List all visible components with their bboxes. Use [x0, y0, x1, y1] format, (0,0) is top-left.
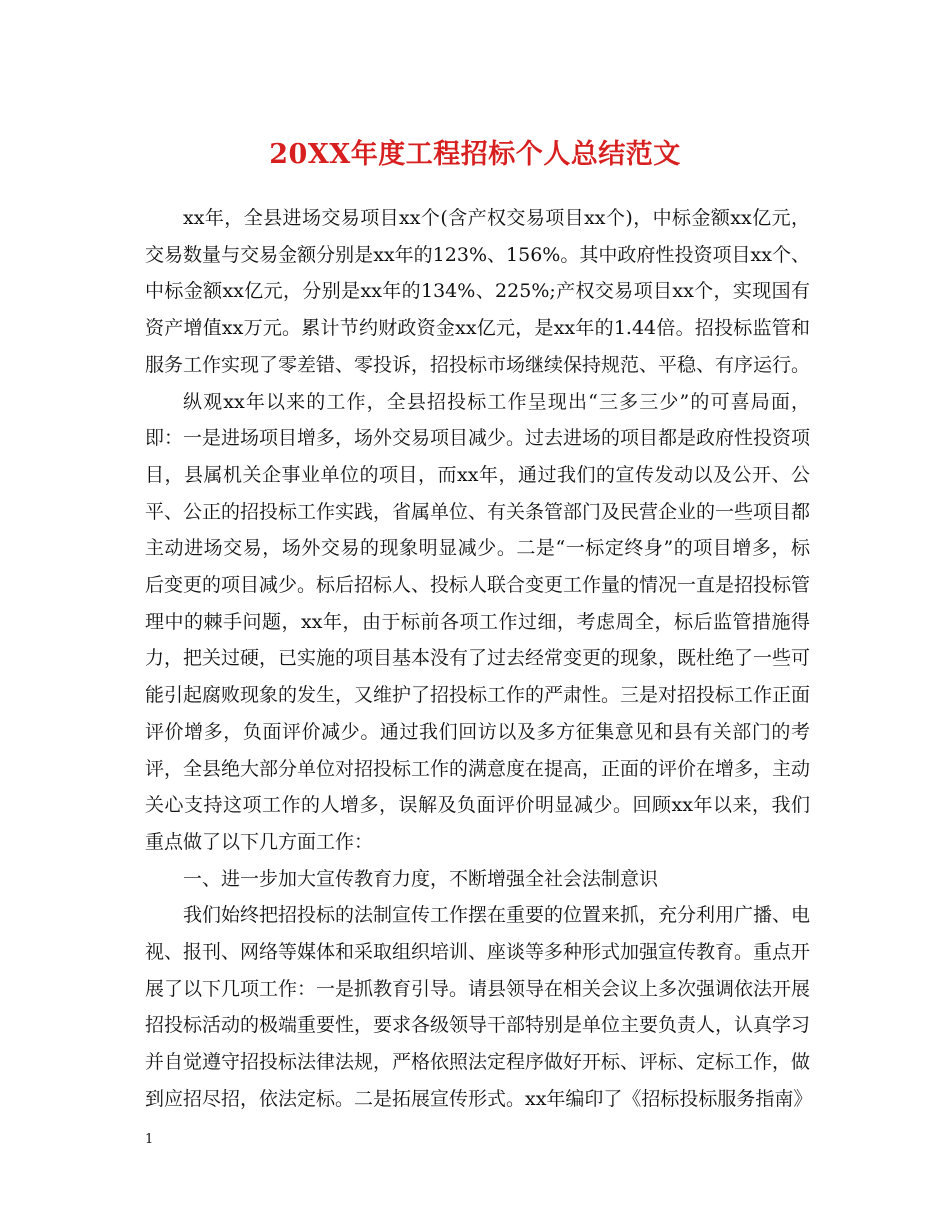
document-body — [145, 200, 813, 1118]
section-heading: 一、进一步加大宣传教育力度，不断增强全社会法制意识 — [183, 867, 659, 890]
paragraph-summary: xx年，全县进场交易项目xx个(含产权交易项目xx个)，中标金额xx亿元，交易数量与交易金额分别是xx年的123%、156%。其中政府性投资项目xx个、中标金额xx亿元，分别是xx年的134%、225%;产权交易项目xx个，实现国有资产增值xx万元。累计节约财政资金xx亿元，是xx年的1.44倍。招投标监管和服务工作实现了零差错、零投诉，招投标市场继续保持规范、平稳、有序运行。 — [145, 207, 811, 376]
paragraph-overview: 纵观xx年以来的工作，全县招投标工作呈现出“三多三少”的可喜局面，即：一是进场项目增多，场外交易项目减少。过去进场的项目都是政府性投资项目，县属机关企事业单位的项目，而xx年，通过我们的宣传发动以及公开、公平、公正的招投标工作实践，省属单位、有关条管部门及民营企业的一些项目都主动进场交易，场外交易的现象明显减少。二是“一标定终身”的项目增多，标后变更的项目减少。标后招标人、投标人联合变更工作量的情况一直是招投标管理中的棘手问题，xx年，由于标前各项工作过细，考虑周全，标后监管措施得力，把关过硬，已实施的项目基本没有了过去经常变更的现象，既杜绝了一些可能引起腐败现象的发生，又维护了招投标工作的严肃性。三是对招投标工作正面评价增多，负面评价减少。通过我们回访以及多方征集意见和县有关部门的考评，全县绝大部分单位对招投标工作的满意度在提高，正面的评价在增多，主动关心支持这项工作的人增多，误解及负面评价明显减少。回顾xx年以来，我们重点做了以下几方面工作： — [145, 390, 811, 853]
paragraph-publicity: 我们始终把招投标的法制宣传工作摆在重要的位置来抓，充分利用广播、电视、报刊、网络等媒体和采取组织培训、座谈等多种形式加强宣传教育。重点开展了以下几项工作：一是抓教育引导。请县领导在相关会议上多次强调依法开展招投标活动的极端重要性，要求各级领导干部特别是单位主要负责人，认真学习并自觉遵守招投标法律法规，严格依照法定程序做好开标、评标、定标工作，做到应招尽招，依法定标。二是拓展宣传形式。xx年编印了《招标投标服务指南》 — [145, 904, 813, 1110]
page-title: 20XX年度工程招标个人总结范文 — [269, 139, 681, 170]
page-number: 1 — [145, 1132, 154, 1147]
